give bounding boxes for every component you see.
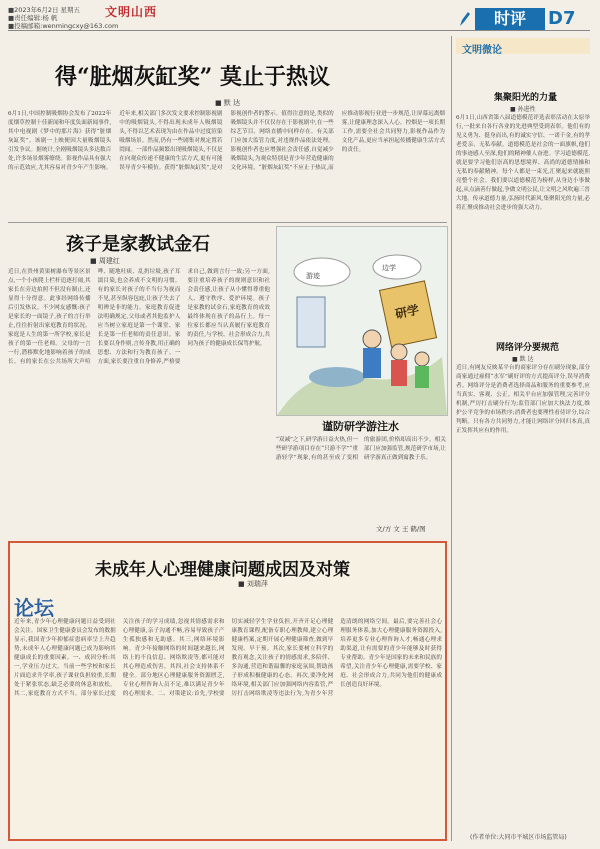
cartoon-sign: 研学 xyxy=(393,302,421,322)
article1-body: 6月1日,中国控制吸烟协会发布了2022年度烟草控制十佳新闻和年度负面新闻事件,其中电视剧《梦中的那片海》获得“脏烟灰缸奖”。该剧一上映便因大量吸烟镜头引发争议。据统计,全剧吸烟镜头多达数百处,许多场景烟雾缭绕。影视作品具有强大的示范效应,尤其容易对青少年产生影响。近年来,相关部门多次发文要求控制影视剧中的吸烟镜头,不得出现未成年人吸烟镜头,不得以艺术表现为由在作品中过度渲染吸烟场景。然而,仍有一些剧集对规定置若罔闻。一部作品频繁出现吸烟镜头,不仅是在向观众传递不健康的生活方式,更有可能误导青少年模仿。获得“脏烟灰缸奖”,是对影视创作者的警示。值得注意的是,类似的吸烟镜头并不仅仅存在于影视剧中,在一些综艺节目、网络直播中同样存在。有关部门应加大监管力度,对违规作品依法处理。影视创作者也应增强社会责任感,自觉减少吸烟镜头,为观众特别是青少年营造健康的文化环境。“脏烟灰缸奖”不应止于热议,而应推动影视行业进一步规范,让屏幕远离烟雾,让健康理念深入人心。控烟是一项长期工作,需要全社会共同努力,影视作品作为文化产品,更应当承担起传播健康生活方式的责任。 xyxy=(8,111,445,171)
cartoon-tag-1: 游迹 xyxy=(306,272,320,280)
article2-author: ■ 周建红 xyxy=(90,257,120,265)
article3-body: 近年来,青少年心理健康问题日益受到社会关注。国家卫生健康委员会发布的数据显示,我国青少年抑郁症患病率呈上升趋势,未成年人心理健康问题已成为影响其健康成长的重要因素。一、成因分析:其一,学业压力过大。当前一些学校和家长片面追求升学率,孩子课业负担较重,长期处于紧张状态,缺乏必要的休息和放松。其二,家庭教育方式不当。部分家长过度关注孩子的学习成绩,忽视其情感需求和心理健康,亲子沟通不畅,容易导致孩子产生孤独感和无助感。其三,网络环境影响。青少年接触网络的时间越来越长,网络上的不良信息、网络欺凌等,都可能对其心理造成伤害。其四,社会支持体系不健全。部分地区心理健康服务资源匮乏,专业心理咨询人员不足,难以满足青少年的心理需求。二、对策建议:首先,学校要切实减轻学生学业负担,开齐开足心理健康教育课程,配备专职心理教师,建立心理健康档案,定期开展心理健康筛查,做到早发现、早干预。其次,家长要树立科学的教育观念,关注孩子的情感需求,多陪伴、多沟通,营造和谐温馨的家庭氛围,帮助孩子形成积极健康的心态。再次,要净化网络环境,相关部门应加强网络内容监管,严厉打击网络欺凌等违法行为,为青少年营造清朗的网络空间。最后,要完善社会心理服务体系,加大心理健康服务资源投入,培养更多专业心理咨询人才,畅通心理求助渠道,让有需要的青少年能够及时获得专业帮助。青少年是国家的未来和民族的希望,关注青少年心理健康,需要学校、家庭、社会形成合力,共同为他们的健康成长创造良好环境。 xyxy=(14,619,442,697)
sidebar-title: 文明微论 xyxy=(462,45,502,56)
article1-author: ■ 默 达 xyxy=(215,99,241,107)
cartoon-credit: 文/方 文 王 鹤/图 xyxy=(376,525,426,533)
newspaper-logo: 文明山西 xyxy=(105,5,158,19)
sidebar-item2-author: ■ 默 达 xyxy=(512,356,534,363)
cartoon-illustration xyxy=(276,226,448,416)
sidebar-item1-author: ■ 孙进性 xyxy=(510,106,536,113)
masthead-editor: ■责任编辑:杨 帆 xyxy=(8,14,58,22)
article3-footer: (作者单位:大同市平城区市场监管局) xyxy=(470,834,567,841)
masthead-email: ■投稿邮箱:wenmingcxy@163.com xyxy=(8,22,119,30)
divider xyxy=(8,222,447,223)
article1-title: 得“脏烟灰缸奖” 莫止于热议 xyxy=(55,64,330,90)
masthead-date: ■2023年6月2日 星期五 xyxy=(8,6,81,14)
section-badge: 时评 xyxy=(475,8,545,30)
sidebar-item2-title: 网络评分要规范 xyxy=(496,343,560,353)
cartoon-tag-2: 边学 xyxy=(382,264,396,272)
masthead-info xyxy=(8,6,118,30)
pen-icon xyxy=(458,10,472,28)
cartoon-caption: 谨防研学游注水 xyxy=(322,420,399,433)
article2-body: 近日,在贵州黄果树瀑布等景区景点,一个小孩爬上栏杆追逐打闹,其家长在旁边拍照不但没有制止,还显得十分得意。此事经网络传播后引发热议。不少网友感慨:孩子是家长的一面镜子,孩子的言行举止,往往折射出家庭教育的状况。家庭是人生的第一所学校,家长是孩子的第一任老师。父母的一言一行,潜移默化地影响着孩子的成长。有的家长在公共场所大声喧哗、随地吐痰、乱扔垃圾,孩子耳濡目染,也会养成不文明的习惯。有的家长对孩子的不当行为视而不见,甚至纵容包庇,让孩子失去了明辨是非的能力。家庭教育促进法明确规定,父母或者其他监护人应当树立家庭是第一个课堂、家长是第一任老师的责任意识。家长要以身作则,言传身教,用正确的思想、方法和行为教育孩子。一方面,家长要注重自身修养,严格要求自己,做到言行一致;另一方面,要注重培养孩子的规则意识和社会责任感,让孩子从小懂得尊重他人、遵守秩序、爱护环境。孩子是家教的试金石,家庭教育的成效最终体现在孩子的品行上。每一位家长都应当认真履行家庭教育的责任,与学校、社会形成合力,共同为孩子的健康成长保驾护航。 xyxy=(8,269,270,365)
article3-title: 未成年人心理健康问题成因及对策 xyxy=(95,560,350,580)
masthead-divider xyxy=(8,30,590,31)
sidebar-item1-title: 集聚阳光的力量 xyxy=(494,93,558,103)
sidebar-item1-body: 6月1日,山西省第八届道德模范评选表彰活动在太原举行,一批来自各行各业的先进典型受到表彰。他们有的见义勇为、挺身而出,有的诚实守信、一诺千金,有的孝老爱亲、无私奉献。道德模范是社会的一面旗帜,他们的事迹感人至深,他们的精神催人奋进。学习道德模范,就是要学习他们崇高的思想境界、高尚的道德情操和无私的奉献精神。每个人都是一束光,汇聚起来就能照亮整个社会。我们要以道德模范为榜样,从身边小事做起,从点滴善行做起,争做文明公民,让文明之风吹遍三晋大地。传承道德力量,弘扬时代新风,集聚阳光的力量,必将汇聚成推动社会进步的强大动力。 xyxy=(456,115,590,211)
sidebar-item2-body: 近日,有网友反映某平台的商家评分存在刷分现象,部分商家通过雇佣“水军”刷好评的方式提高评分,误导消费者。网络评分是消费者选择商品和服务的重要参考,应当真实、客观、公正。相关平台应加强管理,完善评分机制,严厉打击刷分行为;监管部门应加大执法力度,维护公平竞争的市场秩序;消费者也要理性看待评分,综合判断。只有各方共同努力,才能让网络评分回归本真,真正发挥其应有的作用。 xyxy=(456,365,590,434)
cartoon-note: “双减”之下,研学游日益火热,但一些研学游项目存在“只游不学”“重游轻学”现象,有的甚至成了变相的旅游团,价格却高出不少。相关部门应加强监管,规范研学市场,让研学游真正做到寓教于乐。 xyxy=(276,437,446,461)
forum-label: 论坛 xyxy=(14,596,54,620)
sidebar-divider xyxy=(451,36,452,841)
page-number: D7 xyxy=(548,8,576,29)
article2-title: 孩子是家教试金石 xyxy=(66,234,210,255)
article3-author: ■ 刘瑞萍 xyxy=(238,580,268,588)
